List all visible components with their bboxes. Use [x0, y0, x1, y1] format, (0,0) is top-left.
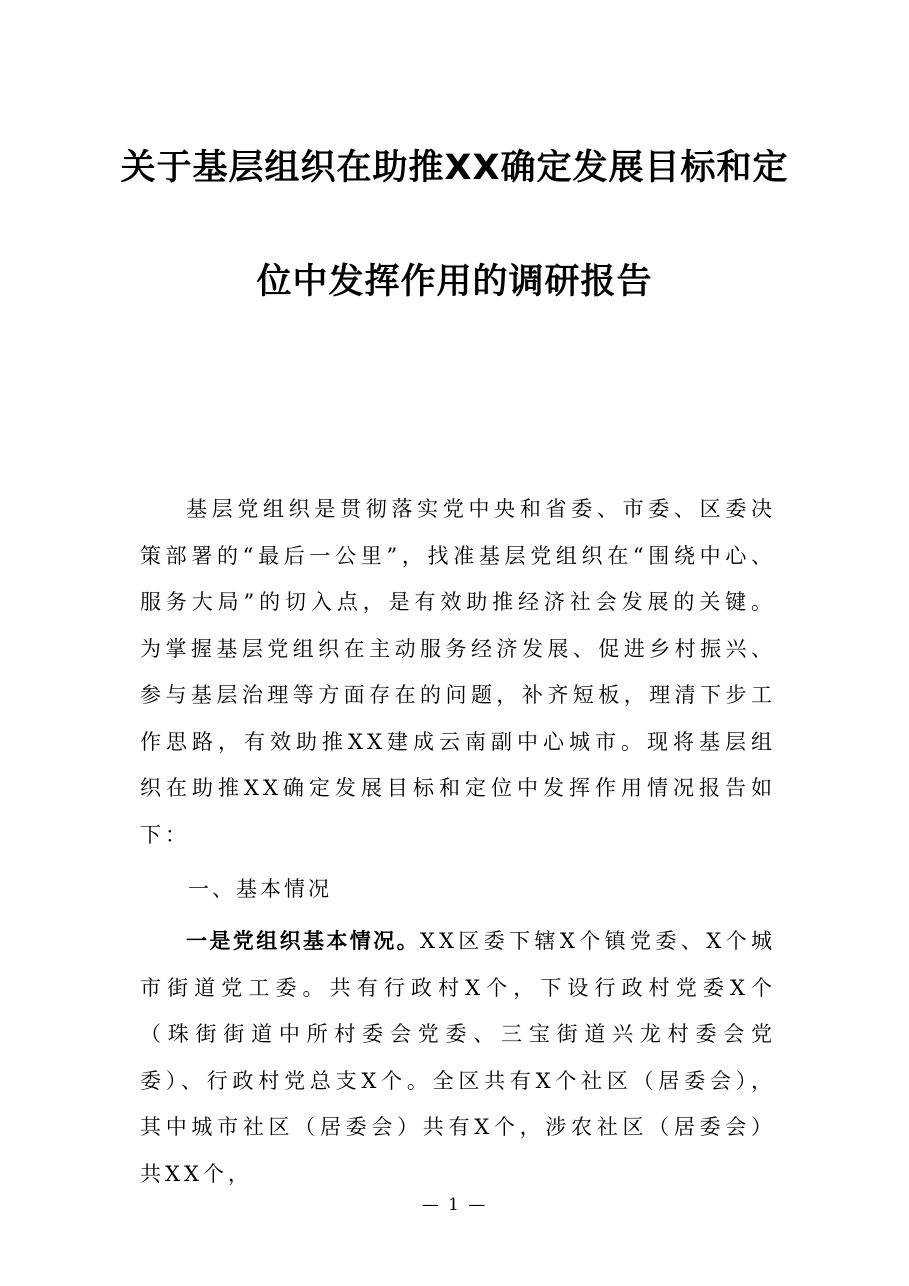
section-heading-basic-situation: 一、基本情况: [188, 877, 332, 901]
page-number-footer: — 1 —: [421, 1195, 488, 1215]
intro-paragraph: [140, 486, 776, 858]
paragraph-lead-bold: 一是党组织基本情况。: [186, 929, 420, 953]
document-title-line-2: 位中发挥作用的调研报告: [256, 262, 653, 302]
intro-paragraph-text: 基层党组织是贯彻落实党中央和省委、市委、区委决策部署的“最后一公里”，找准基层党组织在“围绕中心、服务大局”的切入点，是有效助推经济社会发展的关键。为掌握基层党组织在主动服务经济发展、促进乡村振兴、参与基层治理等方面存在的问题，补齐短板，理清下步工作思路，有效助推XX建成云南副中心城市。现将基层组织在助推XX确定发展目标和定位中发挥作用情况报告如下：: [140, 497, 776, 847]
document-title-line-1: 关于基层组织在助推XX确定发展目标和定: [120, 148, 789, 188]
paragraph-body: XX区委下辖X个镇党委、X个城市街道党工委。共有行政村X个，下设行政村党委X个（珠街街道中所村委会党委、三宝街道兴龙村委会党委）、行政村党总支X个。全区共有X个社区（居委会），其中城市社区（居委会）共有X个，涉农社区（居委会）共XX个，: [140, 929, 776, 1186]
party-org-paragraph: [140, 918, 776, 1197]
party-org-paragraph-text: [140, 918, 776, 1197]
